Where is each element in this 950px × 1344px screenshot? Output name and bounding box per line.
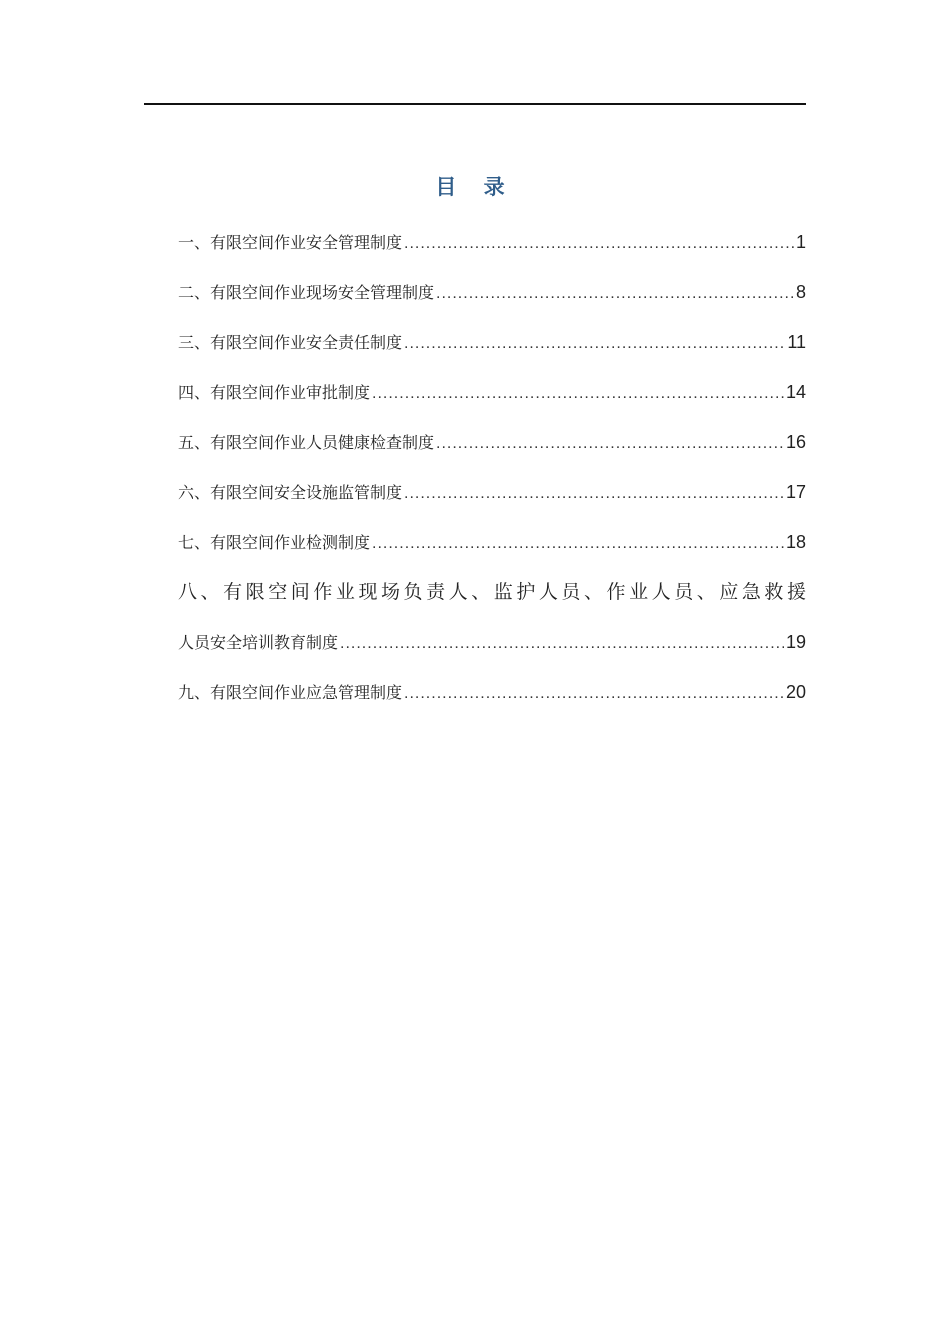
toc-entry-3[interactable] xyxy=(178,324,806,374)
toc-entry-6[interactable] xyxy=(178,474,806,524)
toc-entry-text-line2: 人员安全培训教育制度 xyxy=(178,633,339,652)
toc-list xyxy=(178,224,806,724)
toc-entry-4[interactable] xyxy=(178,374,806,424)
toc-page-number: 16 xyxy=(785,432,806,452)
toc-leader-dots xyxy=(372,526,784,562)
toc-entry-text: 三、有限空间作业安全责任制度 xyxy=(178,333,403,352)
toc-entry-text: 四、有限空间作业审批制度 xyxy=(178,383,371,402)
toc-page-number: 1 xyxy=(795,232,806,252)
toc-entry-2[interactable] xyxy=(178,274,806,324)
toc-entry-9[interactable] xyxy=(178,674,806,724)
toc-entry-text: 一、有限空间作业安全管理制度 xyxy=(178,233,403,252)
toc-leader-dots xyxy=(436,426,784,462)
toc-page-number: 19 xyxy=(785,632,806,652)
header-rule xyxy=(144,103,806,105)
toc-page-number: 8 xyxy=(795,282,806,302)
toc-page-number: 20 xyxy=(785,682,806,702)
toc-entry-5[interactable] xyxy=(178,424,806,474)
toc-leader-dots xyxy=(340,626,784,662)
toc-leader-dots xyxy=(436,276,794,312)
toc-entry-text: 七、有限空间作业检测制度 xyxy=(178,533,371,552)
toc-leader-dots xyxy=(372,376,784,412)
toc-entry-text: 六、有限空间安全设施监管制度 xyxy=(178,483,403,502)
toc-page-number: 17 xyxy=(785,482,806,502)
toc-page-number: 11 xyxy=(787,332,806,352)
toc-entry-text: 九、有限空间作业应急管理制度 xyxy=(178,683,403,702)
toc-leader-dots xyxy=(404,226,794,262)
toc-entry-text: 五、有限空间作业人员健康检查制度 xyxy=(178,433,435,452)
toc-entry-7[interactable] xyxy=(178,524,806,574)
toc-entry-8[interactable] xyxy=(178,574,806,674)
toc-leader-dots xyxy=(404,476,784,512)
toc-leader-dots xyxy=(404,326,785,362)
toc-page-number: 14 xyxy=(785,382,806,402)
toc-entry-1[interactable] xyxy=(178,224,806,274)
toc-entry-8-line2 xyxy=(178,624,806,674)
toc-page-number: 18 xyxy=(785,532,806,552)
toc-title: 目 录 xyxy=(435,174,515,199)
toc-leader-dots xyxy=(404,676,784,712)
toc-entry-text-line1: 八、有限空间作业现场负责人、监护人员、作业人员、应急救援 xyxy=(178,581,806,603)
toc-entry-text: 二、有限空间作业现场安全管理制度 xyxy=(178,283,435,302)
